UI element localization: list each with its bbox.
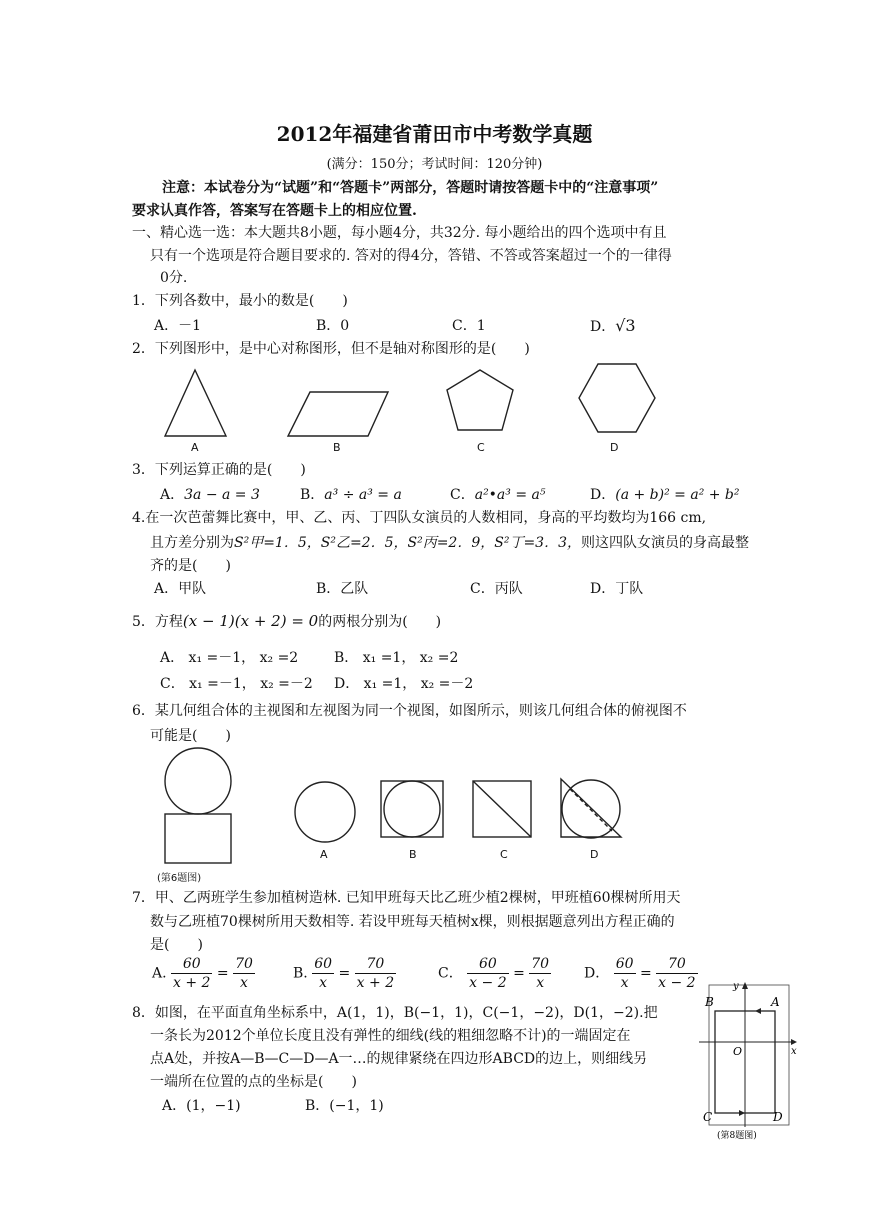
q4-option-a: A．甲队 [154,581,207,597]
q8-line-2: 一条长为2012个单位长度且没有弹性的细线(线的粗细忽略不计)的一端固定在 [150,1028,631,1044]
q6-line-1: 6．某几何组合体的主视图和左视图为同一个视图，如图所示，则该几何组合体的俯视图不 [132,703,687,719]
fraction [171,955,212,992]
fraction [529,955,551,992]
q2-label-d: D [610,441,619,454]
denominator: x + 2 [356,975,395,991]
equals-sign: = [216,965,229,982]
q5-stem-post: 的两根分别为( ) [318,614,442,630]
section-intro-line-1: 一、精心选一选：本大题共8小题，每小题4分，共32分. 每小题给出的四个选项中有且 [132,225,667,241]
q4-option-c: C．丙队 [470,581,523,597]
denominator: x − 2 [658,975,696,991]
page-title: 2012年福建省莆田市中考数学真题 [276,122,593,146]
q6-label-a: A [320,848,328,861]
q3-option-c [450,485,545,505]
q4-line-2-pre: 且方差分别为 [150,535,234,551]
equals-sign: = [639,965,652,982]
q6-label-d: D [590,848,599,861]
q7-option-b [293,955,396,992]
q5-option-c: C． x₁ =－1， x₂ =－2 [160,676,313,692]
q4-line-1: 4.在一次芭蕾舞比赛中，甲、乙、丙、丁四队女演员的人数相同，身高的平均数均为166 cm, [132,510,707,526]
q2-label-b: B [333,441,341,454]
numerator: 60 [467,955,508,974]
numerator: 70 [656,955,697,974]
q6-line-2: 可能是( ) [150,728,231,744]
q1-option-c: C．1 [452,318,486,334]
q3-option-d [590,485,740,505]
q7-option-d [584,955,698,992]
q2-figures [150,360,750,460]
q3-option-c-expr: a²•a³ = a⁵ [474,487,546,503]
q7-option-c-label: C． [438,965,463,982]
fraction [312,955,334,992]
fraction [656,955,697,992]
q5-option-a: A． x₁ =－1， x₂ =2 [160,650,299,666]
numerator: 70 [355,955,396,974]
section-intro-line-2: 只有一个选项是符合题目要求的. 答对的得4分，答错、不答或答案超过一个的一律得 [150,248,672,264]
q7-option-b-label: B. [293,965,308,982]
q7-option-d-label: D． [584,965,610,982]
q7-line-3: 是( ) [150,937,203,953]
q6-label-b: B [409,848,417,861]
q8-line-3: 点A处，并按A—B—C—D—A一…的规律紧绕在四边形ABCD的边上，则细线另 [150,1051,648,1067]
origin-label: O [733,1045,743,1058]
q2-stem: 2．下列图形中，是中心对称图形，但不是轴对称图形的是( ) [132,341,530,357]
q7-option-c [438,955,551,992]
q4-option-b: B．乙队 [316,581,369,597]
q6-caption: (第6题图) [157,873,202,884]
q5-option-b: B． x₁ =1， x₂ =2 [334,650,459,666]
q5-stem [132,611,441,632]
fraction [355,955,396,992]
q5-stem-pre: 5．方程 [132,614,183,630]
q8-option-b: B．(−1，1) [305,1098,384,1114]
denominator: x [536,975,545,991]
q3-option-b-expr: a³ ÷ a³ = a [324,487,402,503]
option-b-circle [384,781,440,837]
point-b-label: B [705,995,714,1009]
notice-line-1: 注意：本试卷分为“试题”和“答题卡”两部分，答题时请按答题卡中的“注意事项” [162,180,659,196]
q3-option-c-label: C． [450,487,475,503]
q3-option-b [300,485,402,505]
point-d-label: D [773,1110,783,1124]
hexagon-figure [579,364,655,432]
denominator: x [240,975,248,991]
q4-line-2 [150,533,749,553]
denominator: x [620,975,629,991]
q5-equation: (x − 1)(x + 2) = 0 [182,612,319,630]
q7-line-1: 7．甲、乙两班学生参加植树造林. 已知甲班每天比乙班少植2棵树，甲班植60棵树所用天 [132,890,681,906]
q1-option-b: B．0 [316,318,350,334]
q3-option-d-label: D． [590,487,616,503]
parallelogram-figure [288,392,388,436]
fraction [614,955,636,992]
q8-line-1: 8．如图，在平面直角坐标系中，A(1，1)，B(−1，1)，C(−1，−2)，D(1，−2).把 [132,1005,658,1021]
denominator: x − 2 [469,975,507,991]
denominator: x [319,975,328,991]
q3-option-a-label: A． [160,487,185,503]
view-square [165,814,231,863]
equals-sign: = [513,965,525,982]
equals-sign: = [338,965,351,982]
q5-option-d: D． x₁ =1， x₂ =－2 [334,676,474,692]
pentagon-figure [447,370,513,430]
option-d-dashed-line [570,789,612,831]
q4-line-2-post: 则这四队女演员的身高最整 [581,535,749,551]
option-a-circle [295,782,355,842]
point-a-label: A [771,995,780,1009]
exam-info: (满分：150分；考试时间：120分钟) [326,157,543,172]
q3-option-a [160,485,260,505]
q2-label-c: C [477,441,485,454]
q3-stem: 3．下列运算正确的是( ) [132,462,306,478]
numerator: 60 [171,955,212,974]
q6-figures [150,745,640,870]
q2-label-a: A [191,441,199,454]
q6-label-c: C [500,848,508,861]
q1-option-d [590,316,636,337]
q7-line-2: 数与乙班植70棵树所用天数相等. 若设甲班每天植树x棵，则根据题意列出方程正确的 [150,914,675,930]
q8-option-a: A．(1，−1) [162,1098,241,1114]
notice-line-2: 要求认真作答，答案写在答题卡上的相应位置. [132,203,417,219]
q1-stem: 1．下列各数中，最小的数是( ) [132,293,348,309]
variance-yi: S²乙=2．5， [320,535,408,551]
q8-caption: (第8题图) [717,1131,757,1141]
variance-jia: S²甲=1．5， [234,535,321,551]
q3-option-a-expr: 3a − a = 3 [184,487,260,503]
q4-line-3: 齐的是( ) [150,558,231,574]
q1-option-d-label: D． [590,319,616,335]
q8-coordinate-figure [695,975,805,1145]
view-circle [165,748,231,814]
q1-option-a: A．－1 [154,318,202,334]
fraction [467,955,508,992]
variance-ding: S²丁=3．3， [494,535,581,551]
option-c-diagonal [473,781,531,837]
q3-option-d-expr: (a + b)² = a² + b² [615,487,740,503]
numerator: 60 [314,956,333,972]
denominator: x + 2 [173,975,211,991]
x-axis-label: x [791,1046,797,1057]
y-axis-label: y [733,981,739,992]
variance-bing: S²丙=2．9， [407,535,495,551]
numerator: 70 [531,956,550,972]
point-c-label: C [703,1110,713,1124]
section-intro-line-3: 0分. [160,270,188,286]
numerator: 60 [615,956,634,972]
numerator: 70 [235,956,253,972]
option-d-circle [562,780,620,838]
q3-option-b-label: B． [300,487,325,503]
triangle-figure [165,370,226,436]
q7-option-a [152,955,255,992]
q1-option-d-value: √3 [615,316,636,335]
option-b-square [381,781,443,837]
q7-option-a-label: A. [152,965,167,982]
fraction [233,955,255,992]
q4-option-d: D．丁队 [590,581,644,597]
q8-line-4: 一端所在位置的点的坐标是( ) [150,1074,357,1090]
